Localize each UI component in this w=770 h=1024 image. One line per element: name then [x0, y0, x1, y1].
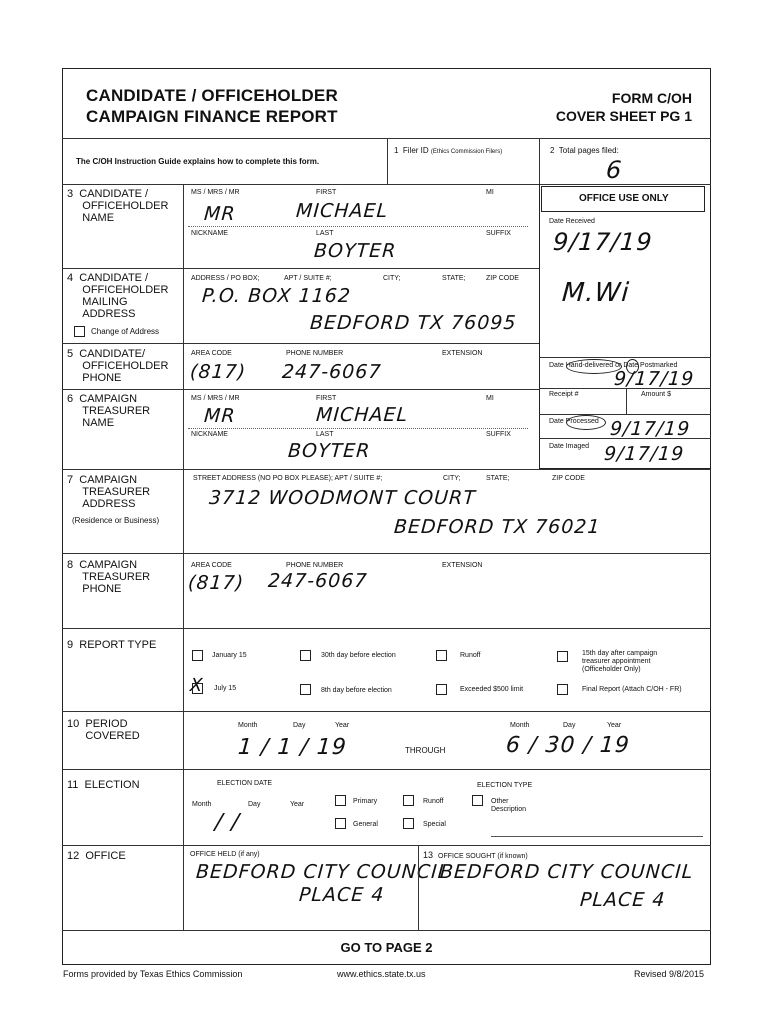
s11-election-date-label: ELECTION DATE: [217, 780, 273, 787]
received-signature: M.Wi: [560, 278, 631, 308]
s10-to-year-label: Year: [607, 722, 622, 729]
footer-url: www.ethics.state.tx.us: [337, 969, 426, 979]
change-of-address-label: Change of Address: [91, 327, 160, 336]
date-hand-delivered-value: 9/17/19: [613, 368, 696, 390]
report-type-jul15-label: July 15: [214, 685, 237, 692]
s3-first-label: FIRST: [316, 189, 337, 196]
treasurer-first-name[interactable]: MICHAEL: [315, 404, 409, 426]
s7-city-label: CITY;: [443, 475, 461, 482]
s5-area-label: AREA CODE: [191, 350, 232, 357]
report-type-runoff-checkbox[interactable]: [436, 650, 447, 661]
report-type-jan15-label: January 15: [212, 652, 247, 659]
election-special-checkbox[interactable]: [403, 818, 414, 829]
section-9-label: 9 REPORT TYPE: [67, 639, 157, 651]
s10-from-year-label: Year: [335, 722, 350, 729]
filer-id-label: 1 Filer ID (Ethics Commission Filers): [394, 146, 503, 155]
s8-phone-label: PHONE NUMBER: [286, 562, 344, 569]
period-from-date[interactable]: 1 / 1 / 19: [237, 735, 348, 760]
candidate-first-name[interactable]: MICHAEL: [295, 200, 389, 222]
report-type-30day-checkbox[interactable]: [300, 650, 311, 661]
election-runoff-label: Runoff: [423, 798, 444, 805]
through-label: THROUGH: [405, 746, 446, 755]
change-of-address-checkbox[interactable]: [74, 326, 85, 337]
s7-street-label: STREET ADDRESS (NO PO BOX PLEASE); APT / SUITE #;: [193, 475, 383, 482]
report-type-15day-label: 15th day after campaign treasurer appointment (Officeholder Only): [582, 650, 658, 673]
s4-address-label: ADDRESS / PO BOX;: [191, 275, 260, 282]
section-11-label: 11 ELECTION: [67, 779, 140, 791]
s3-mi-label: MI: [486, 189, 494, 196]
s6-suffix-label: SUFFIX: [486, 431, 511, 438]
go-to-page-2: GO TO PAGE 2: [340, 940, 433, 955]
section-5-label: 5 CANDIDATE/ OFFICEHOLDER PHONE: [67, 348, 169, 384]
s7-state-label: STATE;: [486, 475, 510, 482]
treasurer-last-name[interactable]: BOYTER: [287, 440, 372, 462]
date-hand-delivered-label: Date Hand-delivered or Date Postmarked: [549, 362, 678, 369]
election-other-checkbox[interactable]: [472, 795, 483, 806]
footer-revised: Revised 9/8/2015: [634, 969, 705, 979]
report-type-8day-checkbox[interactable]: [300, 684, 311, 695]
s4-city-label: CITY;: [383, 275, 401, 282]
section-3-label: 3 CANDIDATE / OFFICEHOLDER NAME: [67, 188, 169, 224]
report-type-jan15-checkbox[interactable]: [192, 650, 203, 661]
s3-last-label: LAST: [316, 230, 334, 237]
form-subtitle: COVER SHEET PG 1: [555, 108, 692, 124]
jul15-check-mark-icon: X: [189, 675, 205, 696]
election-primary-label: Primary: [353, 798, 378, 805]
footer-left: Forms provided by Texas Ethics Commission: [63, 969, 243, 979]
s11-month-label: Month: [192, 801, 212, 808]
s3-ms-label: MS / MRS / MR: [191, 189, 240, 196]
candidate-last-name[interactable]: BOYTER: [313, 240, 398, 262]
s6-last-label: LAST: [316, 431, 334, 438]
s8-ext-label: EXTENSION: [442, 562, 483, 569]
election-primary-checkbox[interactable]: [335, 795, 346, 806]
date-imaged-label: Date Imaged: [549, 443, 590, 450]
section-12-label: 12 OFFICE: [67, 850, 126, 862]
section-7-label: 7 CAMPAIGN TREASURER ADDRESS: [67, 474, 151, 510]
s4-zip-label: ZIP CODE: [486, 275, 519, 282]
date-received-label: Date Received: [549, 218, 595, 225]
candidate-phone[interactable]: 247-6067: [281, 361, 383, 383]
s7-residence-note: (Residence or Business): [72, 516, 160, 525]
s4-state-label: STATE;: [442, 275, 466, 282]
date-imaged-value: 9/17/19: [603, 443, 686, 465]
s12-office-held-label: OFFICE HELD (if any): [190, 851, 260, 858]
report-type-exceeded-checkbox[interactable]: [436, 684, 447, 695]
election-general-checkbox[interactable]: [335, 818, 346, 829]
treasurer-city-state-zip[interactable]: BEDFORD TX 76021: [393, 516, 602, 538]
candidate-city-state-zip[interactable]: BEDFORD TX 76095: [309, 312, 518, 334]
form-title-line2: CAMPAIGN FINANCE REPORT: [86, 107, 338, 126]
s6-ms-label: MS / MRS / MR: [191, 395, 240, 402]
date-received-value: 9/17/19: [552, 228, 654, 256]
period-to-date[interactable]: 6 / 30 / 19: [505, 733, 631, 758]
s5-ext-label: EXTENSION: [442, 350, 483, 357]
s11-election-type-label: ELECTION TYPE: [477, 782, 533, 789]
date-processed-value: 9/17/19: [609, 418, 692, 440]
office-held-line1[interactable]: BEDFORD CITY COUNCIL: [195, 861, 451, 883]
report-type-15day-checkbox[interactable]: [557, 651, 568, 662]
election-other-label: Other Description: [491, 798, 527, 813]
section-13-label: 13 OFFICE SOUGHT (if known): [423, 850, 528, 860]
s10-to-month-label: Month: [510, 722, 530, 729]
election-date-value[interactable]: / /: [214, 810, 241, 835]
s3-nickname-label: NICKNAME: [191, 230, 228, 237]
s3-suffix-label: SUFFIX: [486, 230, 511, 237]
s10-from-day-label: Day: [293, 722, 306, 729]
section-4-label: 4 CANDIDATE / OFFICEHOLDER MAILING ADDRESS: [67, 272, 169, 320]
office-use-title: OFFICE USE ONLY: [579, 193, 669, 204]
report-type-final-label: Final Report (Attach C/OH - FR): [582, 686, 682, 693]
section-8-label: 8 CAMPAIGN TREASURER PHONE: [67, 559, 151, 595]
candidate-area-code[interactable]: (817): [189, 361, 247, 383]
s6-mi-label: MI: [486, 395, 494, 402]
s8-area-label: AREA CODE: [191, 562, 232, 569]
office-sought-line1[interactable]: BEDFORD CITY COUNCIL: [439, 861, 695, 883]
s11-day-label: Day: [248, 801, 261, 808]
s10-to-day-label: Day: [563, 722, 576, 729]
instruction-text: The C/OH Instruction Guide explains how to complete this form.: [76, 157, 320, 166]
office-held-line2[interactable]: PLACE 4: [298, 884, 386, 906]
total-pages-value[interactable]: 6: [605, 156, 624, 184]
s10-from-month-label: Month: [238, 722, 258, 729]
treasurer-ms[interactable]: MR: [203, 405, 237, 427]
treasurer-area-code[interactable]: (817): [187, 572, 245, 594]
report-type-8day-label: 8th day before election: [321, 687, 392, 694]
report-type-30day-label: 30th day before election: [321, 652, 396, 659]
receipt-label: Receipt #: [549, 391, 579, 398]
election-special-label: Special: [423, 821, 446, 828]
office-sought-line2[interactable]: PLACE 4: [579, 889, 667, 911]
s4-apt-label: APT / SUITE #;: [284, 275, 332, 282]
section-10-label: 10 PERIOD COVERED: [67, 718, 140, 742]
form-title-line1: CANDIDATE / OFFICEHOLDER: [86, 86, 338, 105]
date-processed-label: Date Processed: [549, 418, 599, 425]
candidate-address[interactable]: P.O. BOX 1162: [201, 285, 352, 307]
s7-zip-label: ZIP CODE: [552, 475, 585, 482]
amount-label: Amount $: [641, 391, 671, 398]
candidate-ms[interactable]: MR: [203, 203, 237, 225]
report-type-runoff-label: Runoff: [460, 652, 481, 659]
election-general-label: General: [353, 821, 378, 828]
total-pages-label: 2 Total pages filed:: [550, 146, 619, 155]
section-6-label: 6 CAMPAIGN TREASURER NAME: [67, 393, 151, 429]
s6-nickname-label: NICKNAME: [191, 431, 228, 438]
s5-phone-label: PHONE NUMBER: [286, 350, 344, 357]
form-id: FORM C/OH: [611, 90, 692, 106]
treasurer-phone[interactable]: 247-6067: [267, 570, 369, 592]
s11-year-label: Year: [290, 801, 305, 808]
treasurer-street[interactable]: 3712 WOODMONT COURT: [208, 487, 477, 509]
election-runoff-checkbox[interactable]: [403, 795, 414, 806]
report-type-exceeded-label: Exceeded $500 limit: [460, 686, 524, 693]
s6-first-label: FIRST: [316, 395, 337, 402]
report-type-final-checkbox[interactable]: [557, 684, 568, 695]
